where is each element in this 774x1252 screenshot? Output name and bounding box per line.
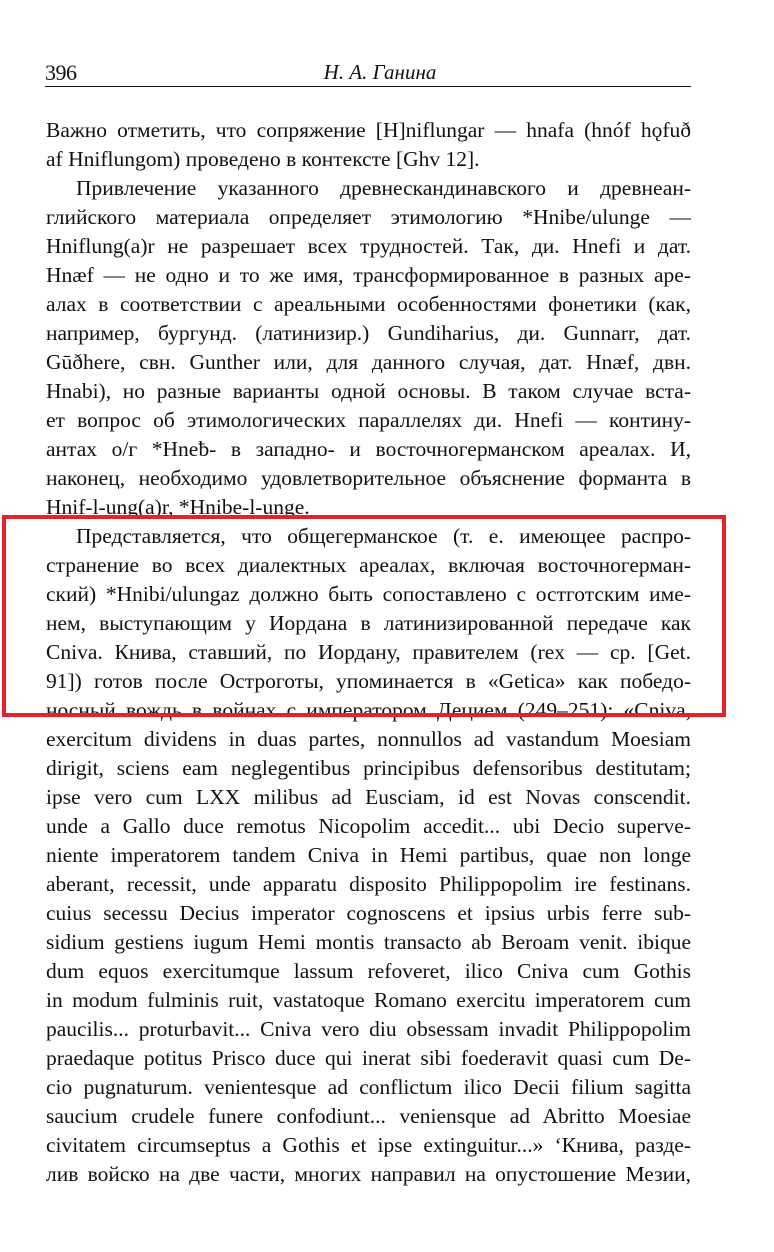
text-line: странение во всех диалектных ареалах, включая восточногерман- [46, 553, 691, 577]
text-line: praedaque potitus Prisco duce qui inerat sibi foederavit quasi cum De- [46, 1046, 691, 1070]
running-head-author: Н. А. Ганина [323, 60, 437, 84]
text-line: Привлечение указанного древнескандинавского и древнеан- [76, 176, 691, 200]
text-line: cuius secessu Decius imperator cognoscens et ipsius urbis ferre sub- [46, 901, 691, 925]
text-line: Hnæf — не одно и то же имя, трансформированное в разных аре- [46, 263, 691, 287]
text-line: Cniva. Книва, ставший, по Иордану, правителем (rex — ср. [Get. [46, 640, 691, 664]
text-line: 91]) готов после Остроготы, упоминается в «Getica» как победо- [46, 669, 691, 693]
highlight-box [2, 515, 726, 717]
text-line: civitatem circumseptus a Gothis et ipse extinguitur...» ‘Книва, разде- [46, 1133, 691, 1157]
text-line: af Hniflungom) проведено в контексте [Ghv 12]. [46, 147, 480, 171]
text-line: dirigit, sciens eam neglegentibus principibus defensoribus destitutam; [46, 756, 691, 780]
text-line: cio pugnaturum. venientesque ad conflictum ilico Decii filium sagitta [46, 1075, 691, 1099]
text-line: exercitum dividens in duas partes, nonnullos ad vastandum Moesiam [46, 727, 691, 751]
text-line: Hnif-l-ung(a)r, *Hnibe-l-unge. [46, 495, 310, 519]
text-line: нем, выступающим у Иордана в латинизированной передаче как [46, 611, 691, 635]
text-line: sidium gestiens iugum Hemi montis transacto ab Beroam venit. ibique [46, 930, 691, 954]
text-line: ipse vero cum LXX milibus ad Eusciam, id est Novas conscendit. [46, 785, 691, 809]
text-line: алах в соответствии с ареальными особенностями фонетики (как, [46, 292, 691, 316]
text-line: Hnabi), но разные варианты одной основы. В таком случае вста- [46, 379, 691, 403]
header-rule [45, 86, 691, 87]
text-line: aberant, recessit, unde apparatu disposito Philippopolim ire festinans. [46, 872, 691, 896]
text-line: носный вождь в войнах с императором Децием (249–251): «Cniva, [46, 698, 691, 722]
text-line: paucilis... proturbavit... Cniva vero diu obsessam invadit Philippopolim [46, 1017, 691, 1041]
text-line: лив войско на две части, многих направил на опустошение Мезии, [46, 1162, 691, 1186]
page-number: 396 [45, 60, 77, 85]
text-line: unde a Gallo duce remotus Nicopolim accedit... ubi Decio superve- [46, 814, 691, 838]
text-line: глийского материала определяет этимологию *Hnibe/ulunge — [46, 205, 691, 229]
text-line: Gūðhere, свн. Gunther или, для данного случая, дат. Hnæf, двн. [46, 350, 691, 374]
running-head [0, 60, 774, 85]
text-line: niente imperatorem tandem Cniva in Hemi partibus, quae non longe [46, 843, 691, 867]
text-line: dum equos exercitumque lassum refoveret, ilico Cniva cum Gothis [46, 959, 691, 983]
text-line: saucium crudele funere confodiunt... veniensque ad Abritto Moesiae [46, 1104, 691, 1128]
text-line: антах о/г *Hneƀ- в западно- и восточногерманском ареалах. И, [46, 437, 691, 461]
text-line: Представляется, что общегерманское (т. е. имеющее распро- [76, 524, 691, 548]
text-line: Важно отметить, что сопряжение [H]niflungar — hnafa (hnóf hǫfuð [46, 118, 691, 142]
text-line: in modum fulminis ruit, vastatoque Romano exercitu imperatorem cum [46, 988, 691, 1012]
text-line: например, бургунд. (латинизир.) Gundiharius, ди. Gunnarr, дат. [46, 321, 691, 345]
text-line: Hniflung(a)r не разрешает всех трудностей. Так, ди. Hnefi и дат. [46, 234, 691, 258]
text-line: ский) *Hnibi/ulungaz должно быть сопоставлено с остготским име- [46, 582, 691, 606]
text-line: наконец, необходимо удовлетворительное объяснение форманта в [46, 466, 691, 490]
text-line: ет вопрос об этимологических параллелях ди. Hnefi — контину- [46, 408, 691, 432]
